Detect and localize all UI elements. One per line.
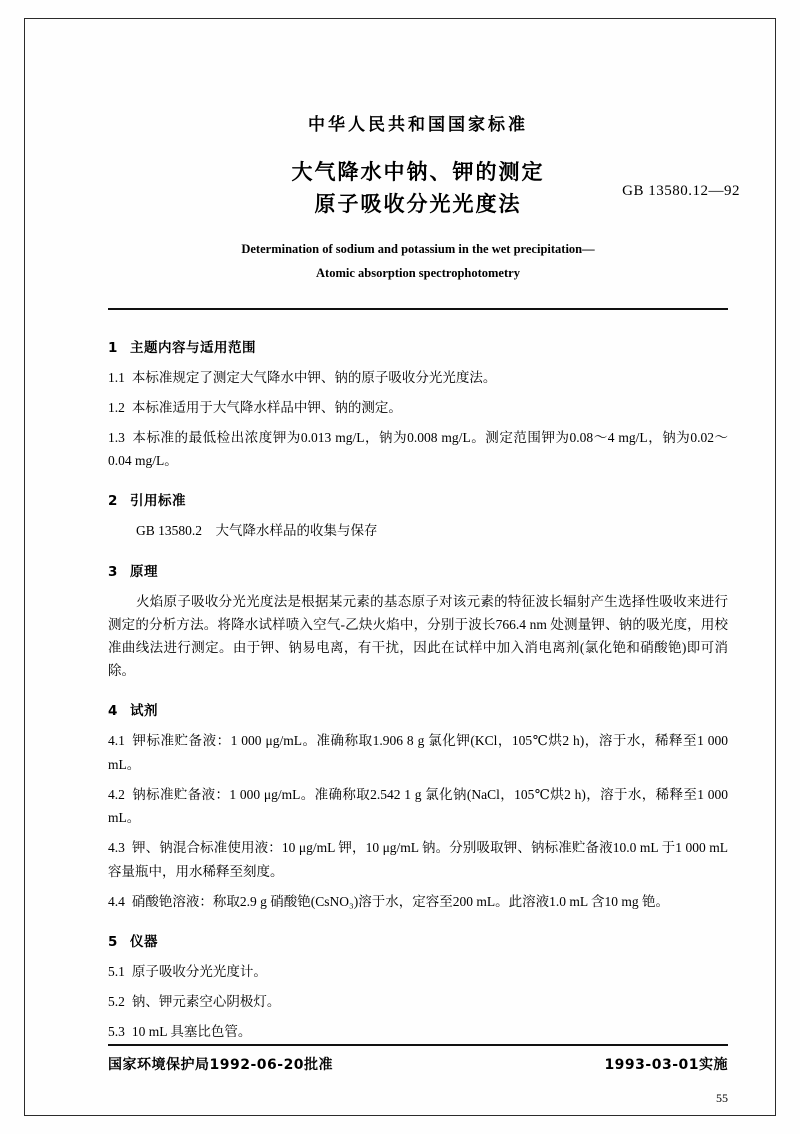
- footer-approval-text: 国家环境保护局1992-06-20批准: [108, 1057, 334, 1073]
- english-title-line-2: Atomic absorption spectrophotometry: [316, 265, 520, 280]
- paragraph-1-1: [108, 366, 728, 389]
- paragraph-3-1: 火焰原子吸收分光光度法是根据某元素的基态原子对该元素的特征波长辐射产生选择性吸收来进行测定的分析方法。将降水试样喷入空气-乙炔火焰中，分别于波长766.4 nm 处测量钾、钠的吸光度，用校准曲线法进行测定。由于钾、钠易电离，有干扰，因此在试样中加入消电离剂(氯化铯和硝酸铯)即可消除。: [108, 593, 728, 679]
- section-heading-5: [108, 930, 728, 950]
- section-number-5: 5: [108, 934, 118, 950]
- paragraph-label-4-1: 4.1: [108, 733, 125, 749]
- paragraph-text-1-3: 本标准的最低检出浓度钾为0.013 mg/L，钠为0.008 mg/L。测定范围钾为0.08～4 mg/L，钠为0.02～0.04 mg/L。: [108, 429, 728, 469]
- footer-row: [108, 1054, 728, 1074]
- paragraph-label-5-2: 5.2: [108, 994, 125, 1010]
- paragraph-text-4-4: 硝酸铯溶液：称取2.9 g 硝酸铯(CsNO₃)溶于水，定容至200 mL。此溶液1.0 mL 含10 mg 铯。: [131, 893, 669, 909]
- paragraph-text-1-2: 本标准适用于大气降水样品中钾、钠的测定。: [131, 399, 402, 415]
- section-number-1: 1: [108, 339, 118, 356]
- page-footer: [108, 1044, 728, 1074]
- paragraph-label-1-1: 1.1: [108, 369, 125, 385]
- paragraph-4-1: [108, 729, 728, 775]
- paragraph-5-1: [108, 960, 728, 983]
- paragraph-text-1-1: 本标准规定了测定大气降水中钾、钠的原子吸收分光光度法。: [131, 369, 497, 385]
- document-content: [108, 110, 740, 1051]
- section-title-1: 主题内容与适用范围: [130, 339, 256, 356]
- section-title-2: 引用标准: [130, 493, 186, 510]
- paragraph-text-5-2: 钠、钾元素空心阴极灯。: [131, 994, 281, 1010]
- footer-effective-text: 1993-03-01实施: [604, 1057, 728, 1073]
- paragraph-1-3: [108, 426, 728, 472]
- title-line-2: 原子吸收分光光度法: [314, 191, 522, 216]
- paragraph-5-3: [108, 1020, 728, 1043]
- section-heading-2: [108, 489, 728, 509]
- section-heading-3: [108, 560, 728, 580]
- paragraph-label-1-3: 1.3: [108, 429, 125, 445]
- paragraph-4-4: [108, 890, 728, 913]
- title-line-1: 大气降水中钠、钾的测定: [291, 160, 545, 184]
- paragraph-label-4-4: 4.4: [108, 893, 125, 909]
- paragraph-4-3: [108, 836, 728, 882]
- section-title-3: 原理: [130, 563, 158, 580]
- header-divider: [108, 308, 728, 310]
- paragraph-label-4-3: 4.3: [108, 840, 125, 856]
- section-number-2: 2: [108, 493, 118, 510]
- standard-code: GB 13580.12—92: [622, 183, 740, 199]
- paragraph-5-2: [108, 990, 728, 1013]
- page-number: 55: [716, 1091, 728, 1105]
- paragraph-label-5-1: 5.1: [108, 964, 125, 979]
- national-standard-heading: 中华人民共和国国家标准: [308, 115, 528, 135]
- paragraph-text-4-2: 钠标准贮备液：1 000 μg/mL。准确称取2.542 1 g 氯化钠(NaCl，105℃烘2 h)，溶于水，稀释至1 000 mL。: [108, 786, 728, 826]
- english-title-line-1: Determination of sodium and potassium in the wet precipitation—: [241, 242, 595, 256]
- paragraph-2-1: GB 13580.2 大气降水样品的收集与保存: [136, 523, 378, 539]
- english-title: [108, 238, 728, 286]
- paragraph-label-4-2: 4.2: [108, 786, 125, 802]
- paragraph-4-2: [108, 783, 728, 829]
- paragraph-text-4-3: 钾、钠混合标准使用液：10 μg/mL 钾，10 μg/mL 钠。分别吸取钾、钠标准贮备液10.0 mL 于1 000 mL 容量瓶中，用水稀释至刻度。: [108, 840, 728, 879]
- section-number-4: 4: [108, 703, 118, 720]
- paragraph-text-4-1: 钾标准贮备液：1 000 μg/mL。准确称取1.906 8 g 氯化钾(KCl，105℃烘2 h)，溶于水，稀释至1 000 mL。: [108, 733, 728, 772]
- paragraph-text-5-1: 原子吸收分光光度计。: [131, 964, 267, 979]
- paragraph-label-1-2: 1.2: [108, 399, 125, 415]
- title-block: [108, 157, 740, 220]
- footer-divider: [108, 1044, 728, 1046]
- section-heading-1: [108, 336, 728, 356]
- section-title-5: 仪器: [130, 934, 158, 950]
- paragraph-text-5-3: 10 mL 具塞比色管。: [131, 1024, 252, 1040]
- section-heading-4: [108, 699, 728, 719]
- paragraph-label-5-3: 5.3: [108, 1024, 125, 1040]
- section-number-3: 3: [108, 563, 118, 580]
- paragraph-1-2: [108, 396, 728, 419]
- section-title-4: 试剂: [130, 703, 158, 720]
